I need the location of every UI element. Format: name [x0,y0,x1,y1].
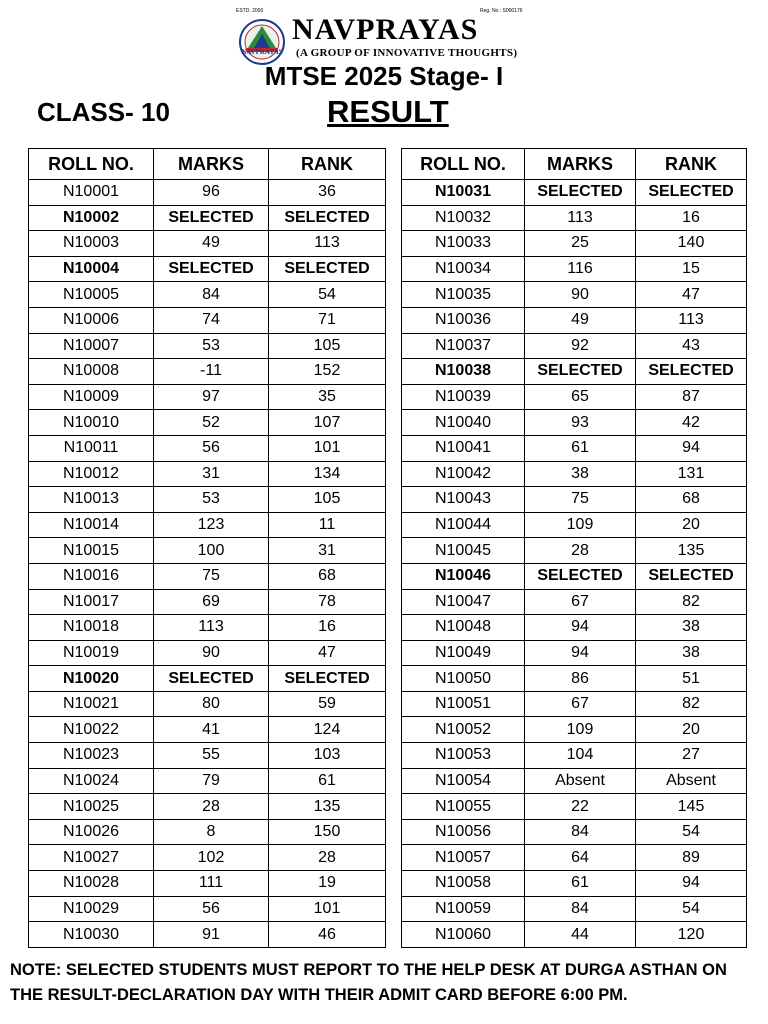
table-row [29,384,386,410]
table-row [402,896,747,922]
table-row [402,180,747,206]
exam-title: MTSE 2025 Stage- I [264,61,504,91]
marks-cell: 49 [525,307,636,333]
marks-cell: 90 [154,640,269,666]
rank-cell: 103 [269,743,386,769]
table-row [402,589,747,615]
marks-cell: SELECTED [525,359,636,385]
marks-cell: 44 [525,922,636,948]
rank-cell: SELECTED [636,563,747,589]
roll-no-cell: N10018 [29,615,154,641]
rank-cell: 150 [269,819,386,845]
table-row [29,205,386,231]
column-header-roll-no: ROLL NO. [402,149,525,180]
table-row [29,640,386,666]
roll-no-cell: N10049 [402,640,525,666]
table-row [402,333,747,359]
rank-cell: 82 [636,589,747,615]
roll-no-cell: N10019 [29,640,154,666]
roll-no-cell: N10010 [29,410,154,436]
marks-cell: 56 [154,896,269,922]
rank-cell: 94 [636,871,747,897]
roll-no-cell: N10002 [29,205,154,231]
rank-cell: 51 [636,666,747,692]
roll-no-cell: N10059 [402,896,525,922]
rank-cell: 43 [636,333,747,359]
table-row [29,512,386,538]
logo-text: NAVPRAYAS [241,48,283,56]
marks-cell: 116 [525,256,636,282]
table-row [29,231,386,257]
table-row [29,743,386,769]
table-row [29,768,386,794]
table-row [29,794,386,820]
table-row [402,205,747,231]
marks-cell: 22 [525,794,636,820]
marks-cell: SELECTED [154,256,269,282]
table-row [402,256,747,282]
rank-cell: 36 [269,180,386,206]
table-row [29,871,386,897]
roll-no-cell: N10009 [29,384,154,410]
marks-cell: SELECTED [525,180,636,206]
rank-cell: 135 [269,794,386,820]
roll-no-cell: N10033 [402,231,525,257]
result-table-right [401,148,747,948]
table-row [29,410,386,436]
marks-cell: 67 [525,589,636,615]
roll-no-cell: N10004 [29,256,154,282]
rank-cell: 105 [269,333,386,359]
marks-cell: 52 [154,410,269,436]
marks-cell: 109 [525,512,636,538]
rank-cell: 59 [269,691,386,717]
roll-no-cell: N10045 [402,538,525,564]
table-row [402,461,747,487]
marks-cell: 113 [525,205,636,231]
table-row [29,666,386,692]
marks-cell: 94 [525,615,636,641]
roll-no-cell: N10029 [29,896,154,922]
table-row [402,743,747,769]
marks-cell: 91 [154,922,269,948]
roll-no-cell: N10008 [29,359,154,385]
marks-cell: 61 [525,871,636,897]
rank-cell: 140 [636,231,747,257]
table-row [402,768,747,794]
roll-no-cell: N10006 [29,307,154,333]
rank-cell: 101 [269,435,386,461]
roll-no-cell: N10055 [402,794,525,820]
table-row [29,538,386,564]
marks-cell: 113 [154,615,269,641]
roll-no-cell: N10053 [402,743,525,769]
rank-cell: SELECTED [269,666,386,692]
rank-cell: 11 [269,512,386,538]
marks-cell: 93 [525,410,636,436]
class-label: CLASS- 10 [37,97,170,127]
rank-cell: 101 [269,896,386,922]
rank-cell: SELECTED [636,180,747,206]
roll-no-cell: N10003 [29,231,154,257]
table-row [402,845,747,871]
rank-cell: 16 [269,615,386,641]
marks-cell: 61 [525,435,636,461]
roll-no-cell: N10022 [29,717,154,743]
column-header-marks: MARKS [525,149,636,180]
roll-no-cell: N10011 [29,435,154,461]
marks-cell: SELECTED [154,205,269,231]
rank-cell: 105 [269,487,386,513]
marks-cell: 90 [525,282,636,308]
marks-cell: 69 [154,589,269,615]
rank-cell: 71 [269,307,386,333]
rank-cell: SELECTED [269,205,386,231]
marks-cell: 100 [154,538,269,564]
marks-cell: 96 [154,180,269,206]
table-row [402,666,747,692]
marks-cell: SELECTED [525,563,636,589]
marks-cell: -11 [154,359,269,385]
table-row [29,615,386,641]
roll-no-cell: N10013 [29,487,154,513]
marks-cell: 84 [154,282,269,308]
rank-cell: 107 [269,410,386,436]
marks-cell: 28 [154,794,269,820]
marks-cell: 38 [525,461,636,487]
roll-no-cell: N10028 [29,871,154,897]
roll-no-cell: N10057 [402,845,525,871]
rank-cell: 47 [636,282,747,308]
table-row [29,819,386,845]
marks-cell: 49 [154,231,269,257]
roll-no-cell: N10044 [402,512,525,538]
brand-tagline: (A GROUP OF INNOVATIVE THOUGHTS) [296,47,518,59]
roll-no-cell: N10060 [402,922,525,948]
column-header-rank: RANK [269,149,386,180]
roll-no-cell: N10015 [29,538,154,564]
table-row [29,461,386,487]
rank-cell: 145 [636,794,747,820]
table-row [29,896,386,922]
table-row [29,922,386,948]
roll-no-cell: N10048 [402,615,525,641]
rank-cell: 131 [636,461,747,487]
roll-no-cell: N10021 [29,691,154,717]
rank-cell: 78 [269,589,386,615]
roll-no-cell: N10017 [29,589,154,615]
roll-no-cell: N10046 [402,563,525,589]
rank-cell: 54 [636,896,747,922]
marks-cell: 25 [525,231,636,257]
rank-cell: 16 [636,205,747,231]
rank-cell: SELECTED [269,256,386,282]
rank-cell: 120 [636,922,747,948]
marks-cell: 84 [525,896,636,922]
table-row [402,231,747,257]
column-header-rank: RANK [636,149,747,180]
rank-cell: 27 [636,743,747,769]
marks-cell: 53 [154,487,269,513]
rank-cell: 61 [269,768,386,794]
rank-cell: 20 [636,512,747,538]
roll-no-cell: N10032 [402,205,525,231]
table-row [402,512,747,538]
rank-cell: 15 [636,256,747,282]
rank-cell: 31 [269,538,386,564]
marks-cell: 74 [154,307,269,333]
roll-no-cell: N10052 [402,717,525,743]
rank-cell: 135 [636,538,747,564]
roll-no-cell: N10056 [402,819,525,845]
roll-no-cell: N10035 [402,282,525,308]
roll-no-cell: N10039 [402,384,525,410]
table-row [29,435,386,461]
column-header-marks: MARKS [154,149,269,180]
roll-no-cell: N10051 [402,691,525,717]
marks-cell: 8 [154,819,269,845]
table-row [402,717,747,743]
rank-cell: 134 [269,461,386,487]
rank-cell: 94 [636,435,747,461]
rank-cell: SELECTED [636,359,747,385]
rank-cell: 46 [269,922,386,948]
roll-no-cell: N10043 [402,487,525,513]
marks-cell: 79 [154,768,269,794]
roll-no-cell: N10040 [402,410,525,436]
roll-no-cell: N10001 [29,180,154,206]
result-table-left [28,148,386,948]
marks-cell: 84 [525,819,636,845]
table-row [29,333,386,359]
roll-no-cell: N10012 [29,461,154,487]
roll-no-cell: N10030 [29,922,154,948]
table-row [402,871,747,897]
table-row [402,819,747,845]
rank-cell: 113 [269,231,386,257]
rank-cell: 54 [636,819,747,845]
table-row [29,845,386,871]
roll-no-cell: N10023 [29,743,154,769]
rank-cell: 47 [269,640,386,666]
marks-cell: 65 [525,384,636,410]
table-row [402,615,747,641]
rank-cell: 124 [269,717,386,743]
table-row [402,691,747,717]
marks-cell: 55 [154,743,269,769]
table-row [402,410,747,436]
result-heading: RESULT [327,94,449,129]
roll-no-cell: N10024 [29,768,154,794]
rank-cell: 152 [269,359,386,385]
rank-cell: 82 [636,691,747,717]
rank-cell: 68 [636,487,747,513]
table-row [402,282,747,308]
marks-cell: 111 [154,871,269,897]
roll-no-cell: N10031 [402,180,525,206]
rank-cell: 38 [636,640,747,666]
roll-no-cell: N10058 [402,871,525,897]
table-row [402,538,747,564]
rank-cell: 28 [269,845,386,871]
rank-cell: 42 [636,410,747,436]
reg-no-text: Reg. No.: S000176 [480,8,523,14]
roll-no-cell: N10027 [29,845,154,871]
marks-cell: 28 [525,538,636,564]
rank-cell: 20 [636,717,747,743]
roll-no-cell: N10047 [402,589,525,615]
roll-no-cell: N10041 [402,435,525,461]
marks-cell: 75 [154,563,269,589]
roll-no-cell: N10007 [29,333,154,359]
marks-cell: 31 [154,461,269,487]
table-row [29,359,386,385]
marks-cell: 67 [525,691,636,717]
rank-cell: Absent [636,768,747,794]
roll-no-cell: N10014 [29,512,154,538]
marks-cell: 102 [154,845,269,871]
rank-cell: 87 [636,384,747,410]
marks-cell: 97 [154,384,269,410]
roll-no-cell: N10036 [402,307,525,333]
footer-note: NOTE: SELECTED STUDENTS MUST REPORT TO THE HELP DESK AT DURGA ASTHAN ON THE RESULT-DECLARATION DAY WITH THEIR ADMIT CARD BEFORE 6:00 PM. [10,961,727,1004]
rank-cell: 35 [269,384,386,410]
table-row [402,640,747,666]
table-row [29,256,386,282]
marks-cell: SELECTED [154,666,269,692]
roll-no-cell: N10005 [29,282,154,308]
roll-no-cell: N10016 [29,563,154,589]
table-row [29,307,386,333]
marks-cell: 104 [525,743,636,769]
table-row [402,359,747,385]
rank-cell: 38 [636,615,747,641]
roll-no-cell: N10054 [402,768,525,794]
table-row [402,922,747,948]
rank-cell: 54 [269,282,386,308]
marks-cell: 109 [525,717,636,743]
roll-no-cell: N10034 [402,256,525,282]
roll-no-cell: N10020 [29,666,154,692]
marks-cell: 56 [154,435,269,461]
table-row [29,487,386,513]
table-row [402,307,747,333]
table-row [402,384,747,410]
marks-cell: 123 [154,512,269,538]
header [0,6,768,66]
table-row [402,563,747,589]
rank-cell: 113 [636,307,747,333]
roll-no-cell: N10050 [402,666,525,692]
table-row [29,717,386,743]
table-row [29,691,386,717]
marks-cell: 86 [525,666,636,692]
column-header-roll-no: ROLL NO. [29,149,154,180]
rank-cell: 89 [636,845,747,871]
marks-cell: 53 [154,333,269,359]
marks-cell: 94 [525,640,636,666]
marks-cell: Absent [525,768,636,794]
table-row [402,435,747,461]
table-row [29,282,386,308]
table-row [29,589,386,615]
rank-cell: 68 [269,563,386,589]
roll-no-cell: N10037 [402,333,525,359]
marks-cell: 80 [154,691,269,717]
table-row [402,487,747,513]
marks-cell: 75 [525,487,636,513]
marks-cell: 64 [525,845,636,871]
roll-no-cell: N10042 [402,461,525,487]
rank-cell: 19 [269,871,386,897]
brand-name: NAVPRAYAS [292,13,479,46]
table-row [29,563,386,589]
table-row [29,180,386,206]
marks-cell: 92 [525,333,636,359]
marks-cell: 41 [154,717,269,743]
roll-no-cell: N10038 [402,359,525,385]
table-row [402,794,747,820]
roll-no-cell: N10025 [29,794,154,820]
roll-no-cell: N10026 [29,819,154,845]
estd-text: ESTD. 2000 [236,8,264,14]
